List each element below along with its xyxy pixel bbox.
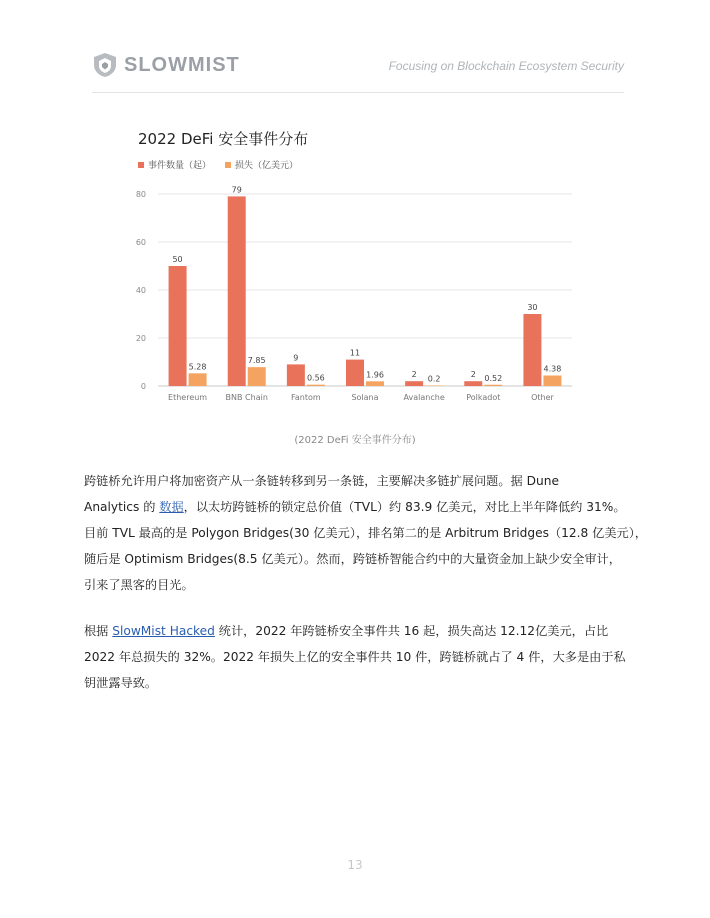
bar-data-label: 1.96 bbox=[366, 370, 384, 380]
bar-data-label: 7.85 bbox=[247, 356, 266, 366]
y-tick-label: 20 bbox=[135, 334, 146, 343]
chart-title: 2022 DeFi 安全事件分布 bbox=[138, 130, 309, 148]
x-tick-label: Other bbox=[531, 393, 554, 402]
slowmist-logo bbox=[92, 52, 240, 78]
bar-chart bbox=[120, 178, 590, 413]
logo-text: SLOWMIST bbox=[124, 53, 240, 76]
chart-legend bbox=[138, 158, 312, 171]
legend-label-events: 事件数量（起） bbox=[148, 161, 212, 171]
text-span: 根据 bbox=[84, 624, 113, 638]
bar-loss bbox=[543, 375, 561, 386]
bar-data-label: 50 bbox=[172, 255, 183, 264]
header-tagline: Focusing on Blockchain Ecosystem Security bbox=[388, 59, 624, 73]
bar-events bbox=[228, 196, 246, 386]
bar-data-label: 9 bbox=[293, 353, 299, 363]
y-tick-label: 80 bbox=[135, 190, 146, 199]
bar-loss bbox=[307, 385, 325, 386]
bar-data-label: 2 bbox=[411, 370, 417, 380]
paragraph-line bbox=[84, 618, 644, 644]
bar-data-label: 11 bbox=[349, 348, 361, 358]
bar-data-label: 0.52 bbox=[484, 373, 503, 383]
bar-events bbox=[346, 360, 364, 386]
dune-data-link[interactable]: 数据 bbox=[159, 500, 184, 514]
x-tick-label: Polkadot bbox=[466, 393, 501, 402]
text-span: ，以太坊跨链桥的锁定总价值（TVL）约 83.9 亿美元，对比上半年降低约 31%。 bbox=[183, 500, 626, 514]
text-span: Analytics 的 bbox=[84, 500, 160, 514]
page-header bbox=[0, 0, 710, 95]
x-tick-label: Ethereum bbox=[168, 393, 208, 402]
x-tick-label: Fantom bbox=[291, 393, 321, 402]
paragraph-line bbox=[84, 670, 644, 696]
x-tick-label: Solana bbox=[351, 393, 379, 402]
text-span: 随后是 Optimism Bridges(8.5 亿美元）。然而，跨链桥智能合约中的大量资金加上缺少安全审计， bbox=[84, 552, 621, 566]
y-tick-label: 40 bbox=[135, 286, 146, 295]
bar-events bbox=[169, 266, 187, 386]
text-span: 2022 年总损失的 32%。2022 年损失上亿的安全事件共 10 件，跨链桥就占了 4 件，大多是由于私 bbox=[84, 650, 626, 664]
bar-events bbox=[523, 314, 541, 386]
bar-data-label: 30 bbox=[527, 303, 538, 312]
header-divider bbox=[92, 92, 624, 93]
bar-events bbox=[287, 364, 305, 386]
text-span: 目前 TVL 最高的是 Polygon Bridges(30 亿美元），排名第二的是 Arbitrum Bridges（12.8 亿美元）， bbox=[84, 526, 647, 540]
legend-item-loss bbox=[225, 158, 298, 171]
paragraph-bridges bbox=[84, 468, 647, 598]
legend-swatch-events bbox=[138, 162, 144, 168]
bar-events bbox=[405, 381, 423, 386]
bar-events bbox=[464, 381, 482, 386]
bar-loss bbox=[366, 381, 384, 386]
bar-data-label: 5.28 bbox=[188, 362, 207, 372]
bar-data-label: 4.38 bbox=[543, 364, 562, 374]
x-tick-label: Avalanche bbox=[403, 393, 445, 402]
y-tick-label: 60 bbox=[135, 238, 146, 247]
paragraph-line bbox=[84, 520, 647, 546]
bar-data-label: 2 bbox=[470, 370, 476, 380]
bar-loss bbox=[189, 373, 207, 386]
legend-label-loss: 损失（亿美元） bbox=[235, 161, 299, 171]
bar-data-label: 0.56 bbox=[306, 373, 325, 383]
legend-item-events bbox=[138, 158, 211, 171]
text-span: 钥泄露导致。 bbox=[84, 676, 158, 690]
paragraph-line bbox=[84, 468, 644, 494]
paragraph-line bbox=[84, 572, 644, 598]
y-tick-label: 0 bbox=[140, 382, 146, 391]
bar-loss bbox=[425, 386, 443, 387]
slowmist-hacked-link[interactable]: SlowMist Hacked bbox=[112, 624, 215, 638]
shield-icon bbox=[92, 52, 118, 78]
paragraph-stats bbox=[84, 618, 644, 696]
bar-data-label: 0.2 bbox=[427, 374, 441, 384]
text-span: 引来了黑客的目光。 bbox=[84, 578, 194, 592]
bar-data-label: 79 bbox=[231, 185, 242, 195]
text-span: 统计，2022 年跨链桥安全事件共 16 起，损失高达 12.12亿美元，占比 bbox=[214, 624, 609, 638]
bar-loss bbox=[484, 385, 502, 386]
legend-swatch-loss bbox=[225, 162, 231, 168]
paragraph-line bbox=[84, 546, 644, 572]
x-tick-label: BNB Chain bbox=[225, 393, 268, 402]
figure-caption: (2022 DeFi 安全事件分布) bbox=[294, 435, 416, 446]
page-number: 13 bbox=[347, 858, 363, 872]
bar-loss bbox=[248, 367, 266, 386]
text-span: 跨链桥允许用户将加密资产从一条链转移到另一条链，主要解决多链扩展问题。据 Dune bbox=[84, 474, 559, 488]
paragraph-line bbox=[84, 644, 644, 670]
paragraph-line bbox=[84, 494, 644, 520]
